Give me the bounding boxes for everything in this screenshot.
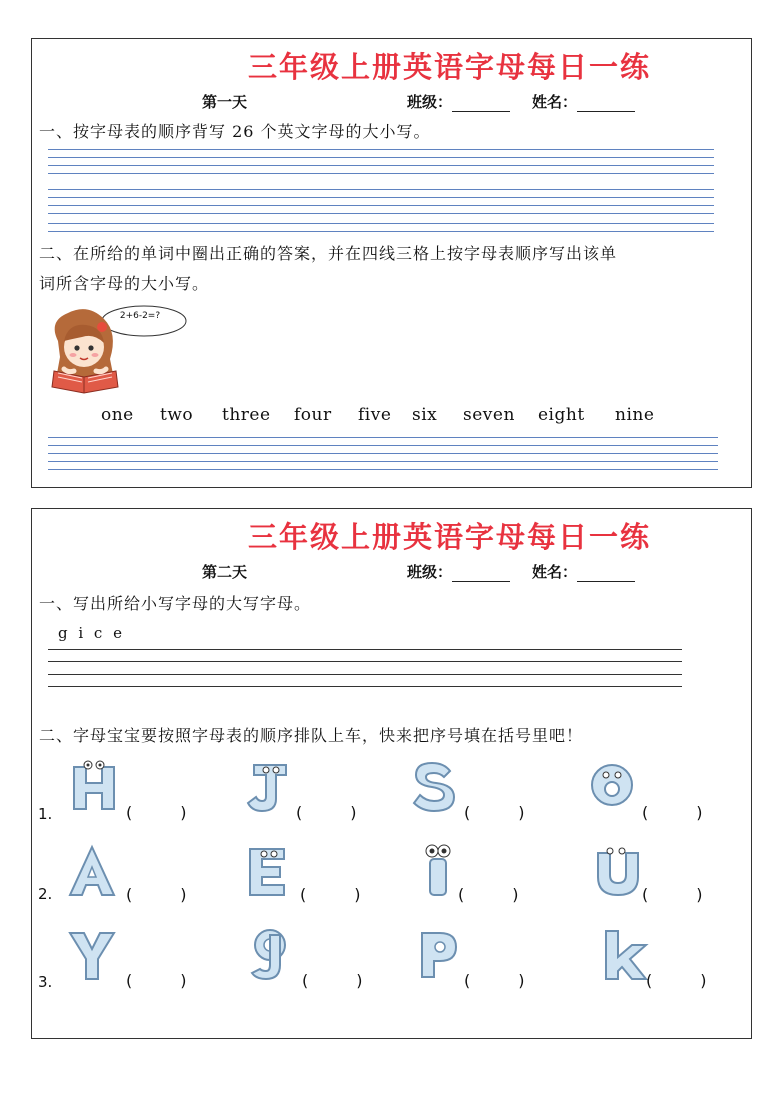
word-five[interactable]: five — [358, 405, 392, 425]
letter-e-icon — [240, 843, 296, 901]
letter-h-icon — [66, 759, 122, 817]
answer-paren-h[interactable]: ( ) — [126, 803, 187, 822]
class-blank[interactable] — [452, 111, 510, 112]
letter-j-icon — [240, 759, 296, 817]
answer-paren-o[interactable]: ( ) — [642, 803, 703, 822]
day-label: 第二天 — [202, 563, 248, 581]
number-words — [32, 405, 751, 429]
word-four[interactable]: four — [294, 405, 332, 425]
answer-paren-j[interactable]: ( ) — [296, 803, 357, 822]
header-info — [32, 561, 751, 585]
worksheet-title: 三年级上册英语字母每日一练 — [247, 50, 651, 84]
answer-paren-g[interactable]: ( ) — [302, 971, 363, 990]
name-blank[interactable] — [577, 111, 635, 112]
question-1: 一、写出所给小写字母的大写字母。 — [39, 594, 312, 613]
worksheet-title: 三年级上册英语字母每日一练 — [247, 520, 651, 554]
name-label: 姓名： — [532, 563, 578, 581]
row-label-3: 3. — [38, 973, 53, 991]
letter-g-icon — [244, 925, 300, 983]
bubble-text: 2+6-2=? — [119, 311, 161, 321]
name-field — [532, 91, 635, 112]
letter-p-icon — [410, 925, 466, 983]
word-eight[interactable]: eight — [538, 405, 585, 425]
question-2-line-2: 词所含字母的大小写。 — [39, 274, 210, 293]
answer-paren-k[interactable]: ( ) — [646, 971, 707, 990]
word-two[interactable]: two — [160, 405, 194, 425]
class-field — [407, 91, 510, 112]
class-blank[interactable] — [452, 581, 510, 582]
answer-paren-y[interactable]: ( ) — [126, 971, 187, 990]
class-label: 班级： — [407, 93, 453, 111]
name-label: 姓名： — [532, 93, 578, 111]
answer-paren-u[interactable]: ( ) — [642, 885, 703, 904]
question-1: 一、按字母表的顺序背写 26 个英文字母的大小写。 — [39, 122, 431, 141]
reading-girl-icon — [38, 301, 138, 399]
word-seven[interactable]: seven — [463, 405, 515, 425]
answer-paren-a[interactable]: ( ) — [126, 885, 187, 904]
question-2-line-1: 二、在所给的单词中圈出正确的答案，并在四线三格上按字母表顺序写出该单 — [39, 244, 618, 263]
lowercase-letters: g i c e — [58, 624, 125, 642]
word-six[interactable]: six — [412, 405, 438, 425]
letter-a-icon — [66, 843, 122, 901]
question-2: 二、字母宝宝要按照字母表的顺序排队上车，快来把序号填在括号里吧！ — [39, 726, 584, 745]
worksheet-day-2 — [31, 508, 752, 1039]
letter-y-icon — [66, 927, 122, 985]
class-label: 班级： — [407, 563, 453, 581]
answer-paren-i[interactable]: ( ) — [458, 885, 519, 904]
letter-u-icon — [590, 843, 646, 901]
row-label-2: 2. — [38, 885, 53, 903]
name-blank[interactable] — [577, 581, 635, 582]
name-field — [532, 561, 635, 582]
word-three[interactable]: three — [222, 405, 271, 425]
worksheet-day-1 — [31, 38, 752, 488]
word-one[interactable]: one — [101, 405, 134, 425]
answer-paren-s[interactable]: ( ) — [464, 803, 525, 822]
day-label: 第一天 — [202, 93, 248, 111]
letter-s-icon — [406, 759, 462, 817]
answer-paren-e[interactable]: ( ) — [300, 885, 361, 904]
word-nine[interactable]: nine — [615, 405, 655, 425]
header-info — [32, 91, 751, 115]
answer-paren-p[interactable]: ( ) — [464, 971, 525, 990]
class-field — [407, 561, 510, 582]
letter-o-icon — [586, 759, 642, 817]
row-label-1: 1. — [38, 805, 53, 823]
